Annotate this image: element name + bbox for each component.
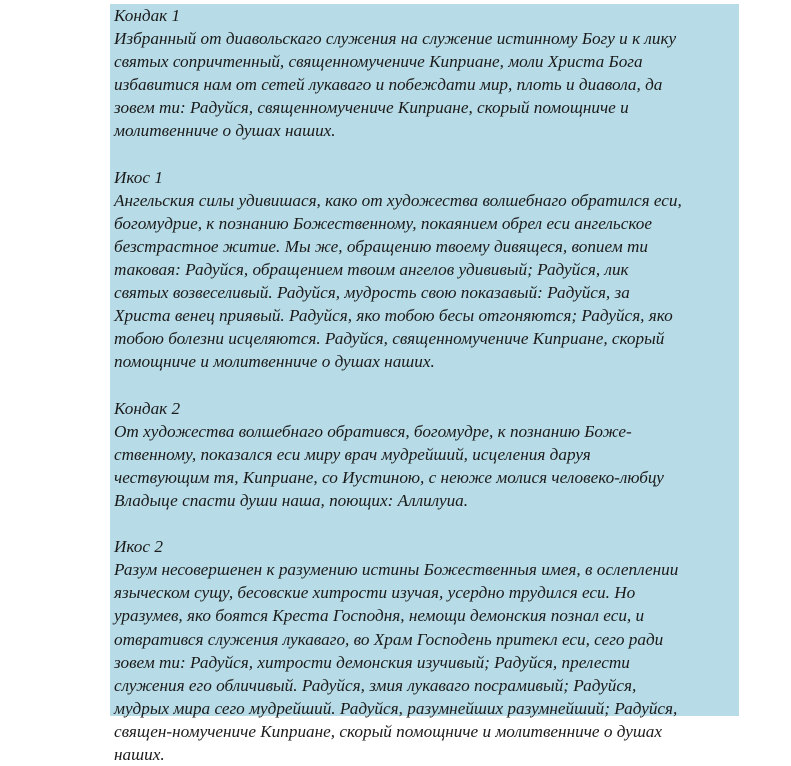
text-line: Разум несовершенен к разумению истины Божественныя имея, в ослеплении [114,560,679,580]
text-line: Ангельския силы удивишася, како от художества волшебнаго обратился еси, [114,190,682,210]
text-line: мудрых мира сего мудрейший. Радуйся, разумнейших разумнейший; Радуйся, [114,698,678,718]
text-line: священ-номучениче Киприане, скорый помощниче и молитвенниче о душах [114,721,663,741]
text-line: святых сопричтенный, священномучениче Киприане, моли Христа Бога [114,52,643,72]
section-ikos-2 [114,535,739,766]
text-line: От художества волшебнаго обратився, богомудре, к познанию Боже- [114,421,632,441]
section-heading: Кондак 1 [114,6,181,25]
text-panel [110,4,739,764]
section-kondak-2 [114,397,739,512]
text-line: уразумев, яко боятся Креста Господня, немощи демонския познал еси, и [114,606,645,626]
text-line: чествующим тя, Киприане, со Иустиною, с неюже молися человеко-любцу [114,467,664,487]
text-line: тобою болезни исцеляются. Радуйся, священномучениче Киприане, скорый [114,329,665,349]
text-line: таковая: Радуйся, обращением твоим ангелов удививый; Радуйся, лик [114,260,629,280]
text-line: безстрастное житие. Мы же, обращению твоему дивящеся, вопием ти [114,236,649,256]
text-line: помощниче и молитвенниче о душах наших. [114,352,435,372]
text-line: отвратився служения лукаваго, во Храм Господень притекл еси, сего ради [114,629,664,649]
text-line: Христа венец приявый. Радуйся, яко тобою бесы отгоняются; Радуйся, яко [114,306,673,326]
text-line: молитвенниче о душах наших. [114,121,336,141]
text-line: богомудрие, к познанию Божественному, покаянием обрел еси ангельское [114,213,652,233]
section-ikos-1 [114,166,739,374]
section-heading: Кондак 2 [114,398,181,418]
text-line: наших. [114,745,165,764]
text-line: Избранный от диавольскаго служения на служение истинному Богу и к лику [114,29,677,49]
text-line: ственному, показался еси миру врач мудрейший, исцеления даруя [114,444,591,464]
text-line: зовем ти: Радуйся, священномучениче Киприане, скорый помощниче и [114,98,629,118]
section-kondak-1 [114,4,739,143]
text-line: избавитися нам от сетей лукаваго и побеждати мир, плоть и диавола, да [114,75,663,95]
text-line: Владыце спасти души наша, поющих: Аллилуиа. [114,490,469,510]
text-line: языческом сущу, бесовские хитрости изучая, усердно трудился еси. Но [114,583,636,603]
text-line: зовем ти: Радуйся, хитрости демонския изучивый; Радуйся, прелести [114,652,630,672]
section-heading: Икос 2 [114,537,163,557]
section-heading: Икос 1 [114,167,163,187]
text-line: служения его обличивый. Радуйся, змия лукаваго посрамивый; Радуйся, [114,675,637,695]
text-line: святых возвеселивый. Радуйся, мудрость свою показавый: Радуйся, за [114,283,630,303]
